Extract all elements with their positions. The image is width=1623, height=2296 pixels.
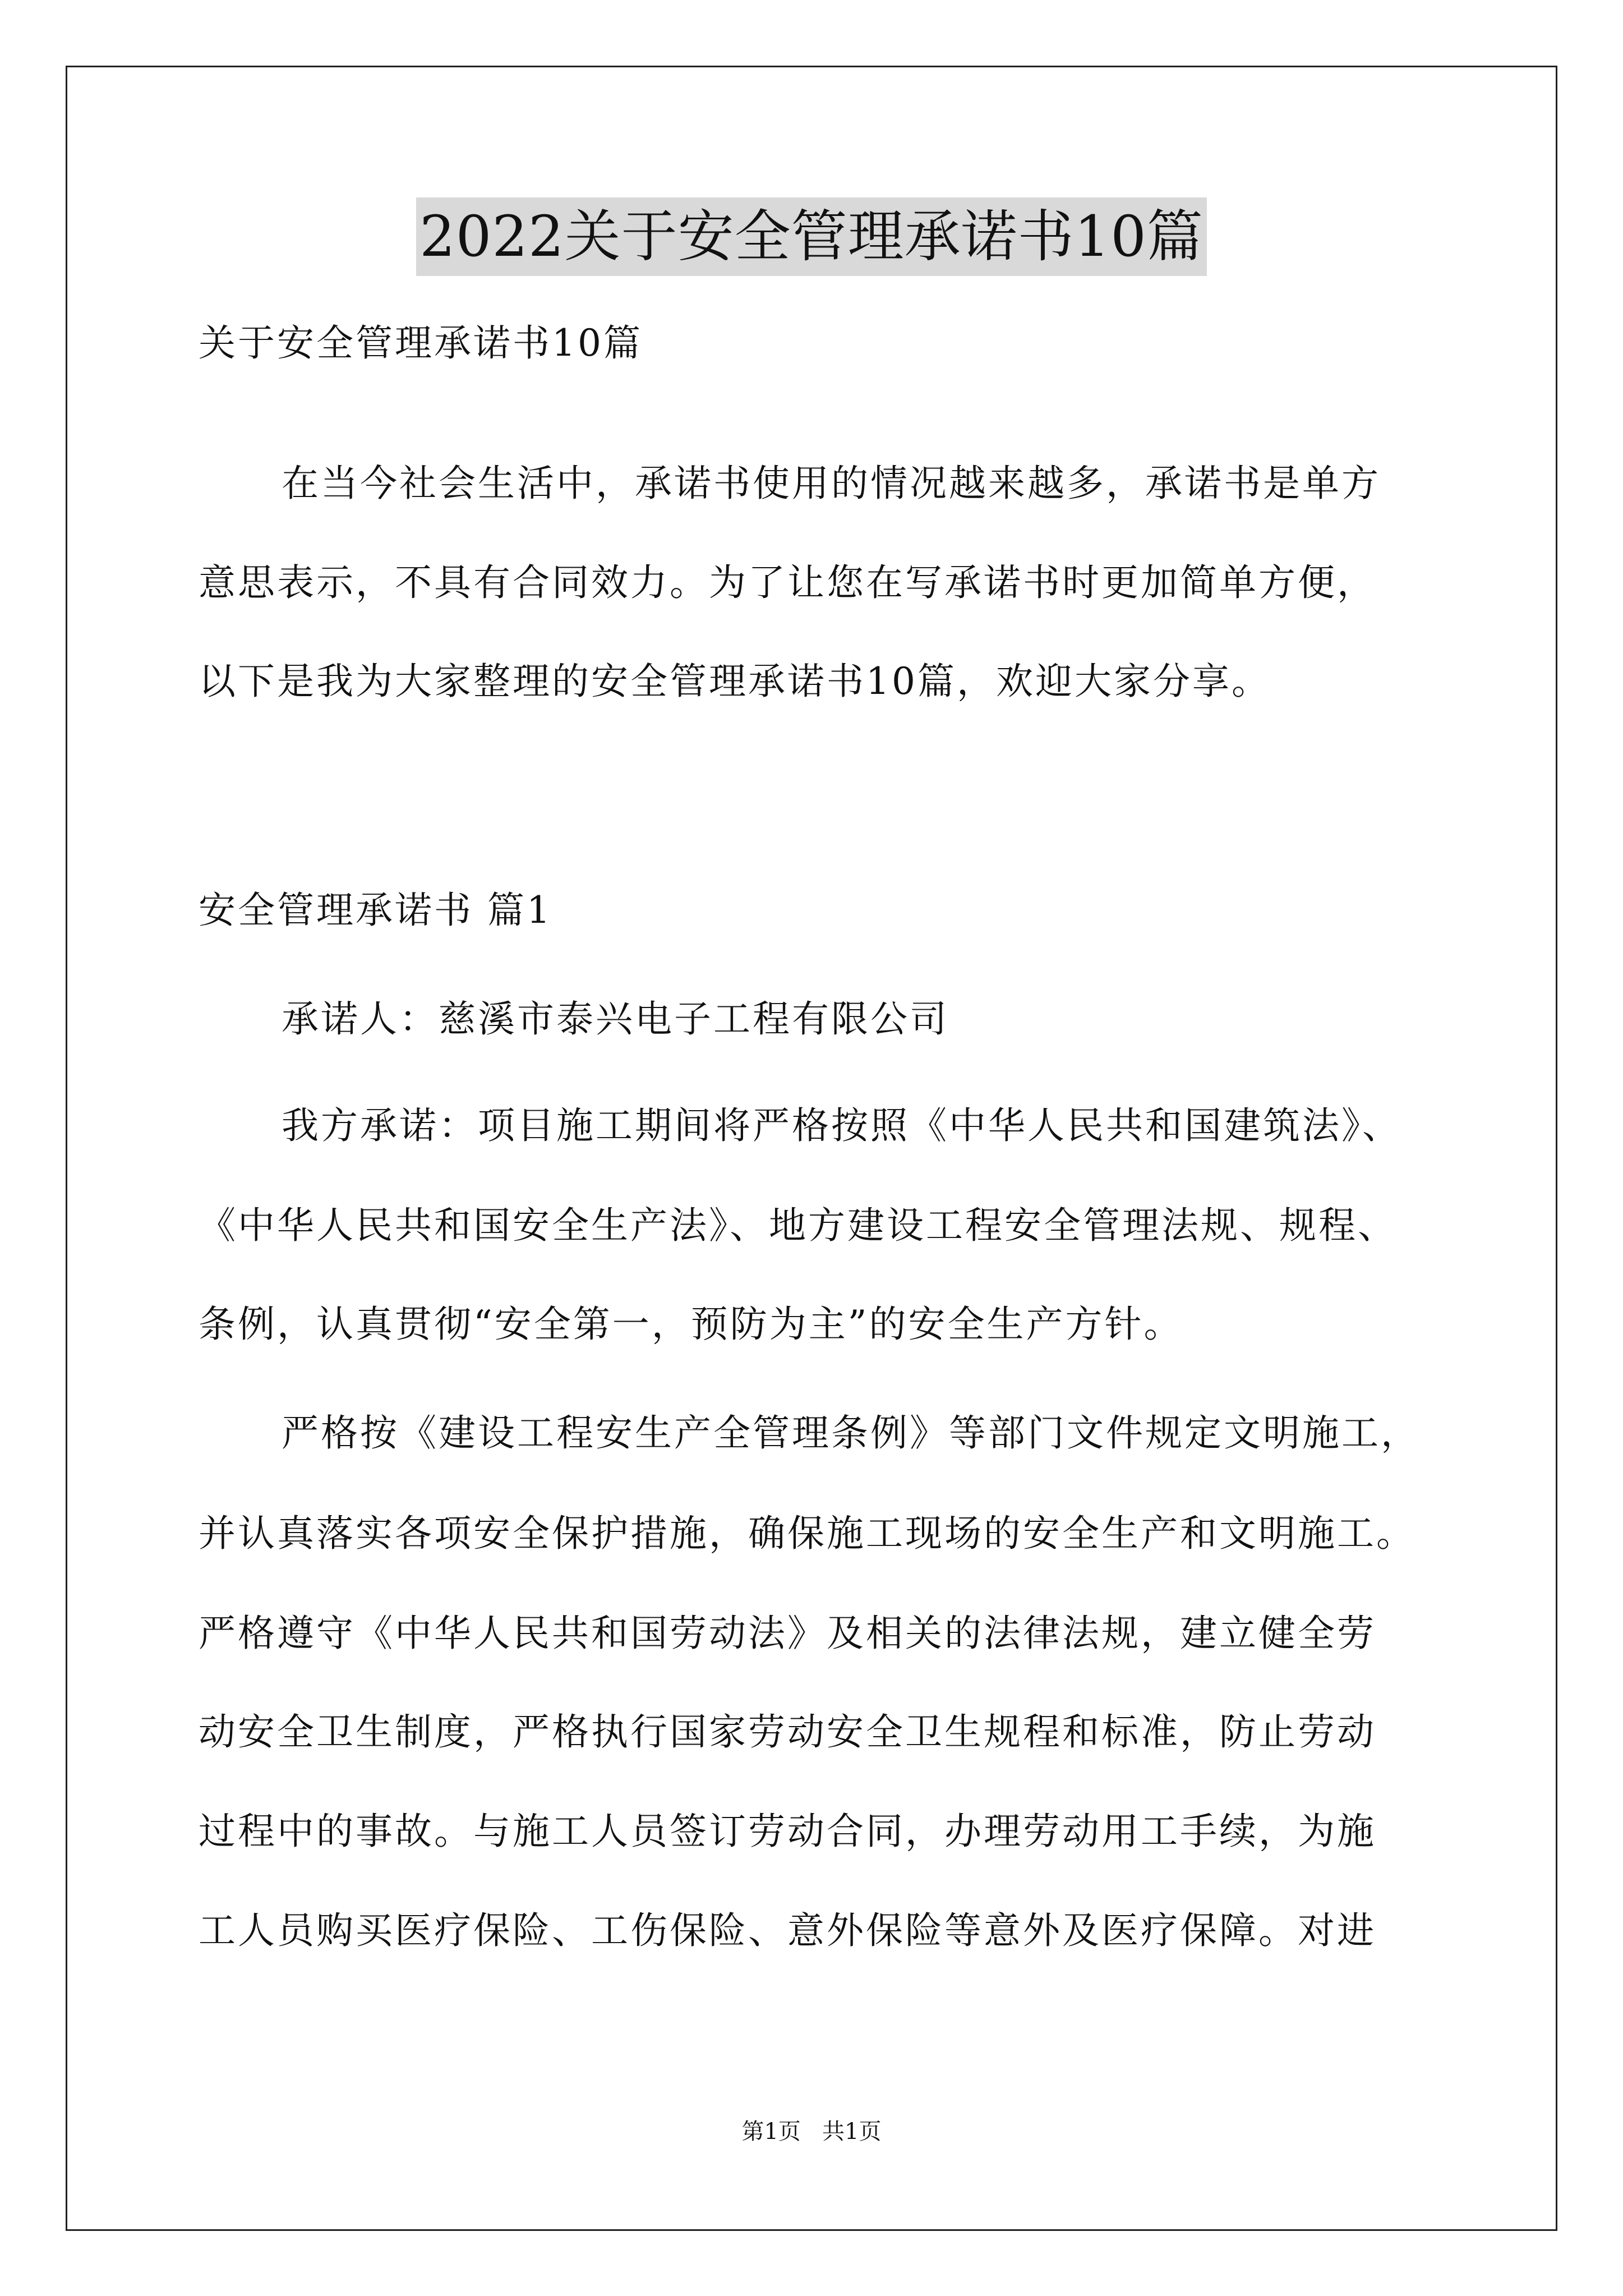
body-line-7: 动安全卫生制度，严格执行国家劳动安全卫生规程和标准，防止劳动 [199,1710,1376,1754]
section-heading: 安全管理承诺书 篇1 [199,889,552,932]
body-line-6: 严格遵守《中华人民共和国劳动法》及相关的法律法规，建立健全劳 [199,1612,1376,1655]
body-line-1: 我方承诺：项目施工期间将严格按照《中华人民共和国建筑法》、 [282,1104,1401,1147]
body-line-5: 并认真落实各项安全保护措施，确保施工现场的安全生产和文明施工。 [199,1512,1415,1555]
intro-line-2: 意思表示，不具有合同效力。为了让您在写承诺书时更加简单方便， [199,561,1376,604]
document-title: 2022关于安全管理承诺书10篇 [416,197,1207,276]
body-line-9: 工人员购买医疗保险、工伤保险、意外保险等意外及医疗保障。对进 [199,1909,1376,1952]
body-line-3: 条例，认真贯彻“安全第一，预防为主”的安全生产方针。 [199,1303,1183,1346]
subtitle-line: 关于安全管理承诺书10篇 [199,321,643,365]
intro-line-1: 在当今社会生活中，承诺书使用的情况越来越多，承诺书是单方 [282,462,1381,505]
intro-line-3: 以下是我为大家整理的安全管理承诺书10篇，欢迎大家分享。 [199,660,1271,703]
body-line-2: 《中华人民共和国安全生产法》、地方建设工程安全管理法规、规程、 [199,1204,1397,1247]
promisor-line: 承诺人：慈溪市泰兴电子工程有限公司 [282,997,949,1041]
body-line-8: 过程中的事故。与施工人员签订劳动合同，办理劳动用工手续，为施 [199,1810,1376,1853]
title-wrap [0,197,1623,276]
body-line-4: 严格按《建设工程安生产全管理条例》等部门文件规定文明施工， [282,1411,1420,1455]
page-footer: 第1页 共1页 [741,2119,882,2145]
